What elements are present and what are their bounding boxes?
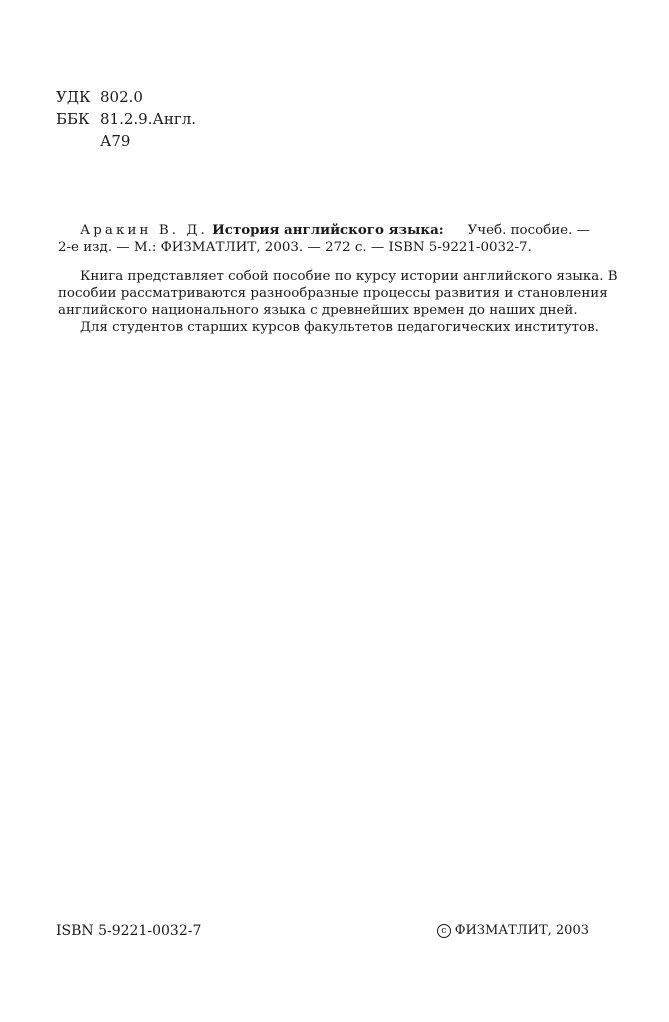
udk-label: УДК [56,88,91,106]
author-mark-row [56,130,196,152]
annotation-audience: Для студентов старших курсов факультетов педагогических институтов. [80,320,599,335]
bbk-label: ББК [56,110,90,128]
bbk-row [56,108,196,130]
copyright-holder: ФИЗМАТЛИТ, 2003 [454,923,589,938]
biblio-line-2: 2-е изд. — М.: ФИЗМАТЛИТ, 2003. — 272 с. — ISBN 5-9221-0032-7. [58,240,532,255]
annotation-line-1: Книга представляет собой пособие по курсу истории английского языка. В [80,269,618,284]
classification-block [56,86,196,152]
bibliographic-description [58,222,590,256]
biblio-line-1 [58,222,590,239]
annotation-line-2: пособии рассматриваются разнообразные процессы развития и становления [58,286,608,301]
publication-type: Учеб. пособие. — [467,223,590,238]
copyright-icon: c [437,924,451,938]
author-mark: А79 [100,132,131,150]
udk-value: 802.0 [100,88,143,106]
footer-copyright [437,922,589,940]
annotation [58,268,618,336]
bbk-value: 81.2.9.Англ. [100,110,196,128]
author-name: Аракин В. Д. [80,223,208,238]
footer-isbn: ISBN 5-9221-0032-7 [56,923,202,939]
udk-row [56,86,196,108]
annotation-line-3: английского национального языка с древнейших времен до наших дней. [58,303,578,318]
book-title: История английского языка: [212,222,444,238]
